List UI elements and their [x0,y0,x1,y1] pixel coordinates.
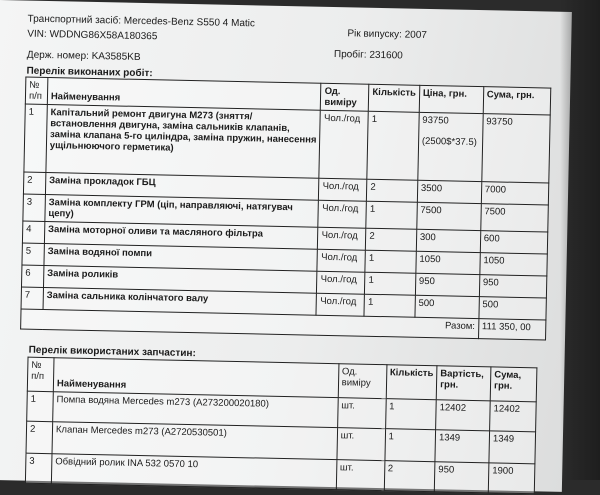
vin-label: VIN: WDDNG86X58A180365 [27,28,158,43]
plate-label: Держ. номер: KA3585KB [26,49,141,63]
parts-col-name: Найменування [53,358,338,398]
works-table [20,77,551,341]
parts-col-price: Вартість, грн. [436,366,491,401]
works-col-qty: Кількість [369,84,420,112]
works-total-value: 111 350, 00 [478,319,546,340]
works-row: 3 Заміна комплекту ГРМ (ціп, направляючі, натягувач цепу) Чол./год 1 7500 7500 [23,194,548,232]
parts-col-no: № п/п [27,357,54,392]
parts-col-qty: Кількість [386,365,437,400]
parts-col-sum: Сума, грн. [490,367,537,402]
works-row: 1 Капітальний ремонт двигуна M273 (зняття/встановлення двигуна, заміна сальників клапанів, заміна клапана 5-го циліндра, заміна пружин, нанесення ущільнюючого герметика) Чол./год 1 93750 (2500$*37.5) 93750 [24,104,550,183]
works-title: Перелік виконаних робіт: [26,65,153,80]
vehicle-label: Транспортний засіб: Mercedes-Benz S550 4 Matic [27,13,256,30]
works-row: 7 Заміна сальника колінчатого валу Чол./год 1 500 500 [21,287,546,320]
works-row: 4 Заміна моторної оливи та масляного фільтра Чол./год 2 300 600 [22,221,547,254]
parts-title: Перелік використаних запчастин: [28,344,196,360]
works-row: 2 Заміна прокладок ГБЦ Чол./год 2 3500 7000 [23,172,548,205]
year-label: Рік випуску: 2007 [347,28,428,41]
works-col-sum: Сума, грн. [483,87,551,115]
page-edge-shadow [560,0,600,480]
works-col-no: № п/п [25,77,47,104]
parts-row: 2 Клапан Mercedes m273 (A2720530501) шт. 1 1349 1349 [26,421,536,464]
works-col-unit: Од. виміру [321,83,369,111]
works-total-label: Разом: [21,309,479,339]
parts-table [25,357,538,495]
parts-row: 1 Помпа водяна Mercedes m273 (A273200020180) шт. 1 12402 12402 [27,391,537,432]
mileage-label: Пробіг: 231600 [333,49,403,62]
works-row: 5 Заміна водяної помпи Чол./год 1 1050 1050 [22,243,547,276]
parts-col-unit: Од. виміру [338,364,387,399]
works-col-price: Ціна, грн. [419,85,484,113]
works-row: 6 Заміна роликів Чол./год 1 950 950 [21,265,546,298]
parts-row: 3 Обвідний ролик INA 532 0570 10 шт. 2 950 1900 [25,453,535,494]
works-col-name: Найменування [47,78,321,111]
